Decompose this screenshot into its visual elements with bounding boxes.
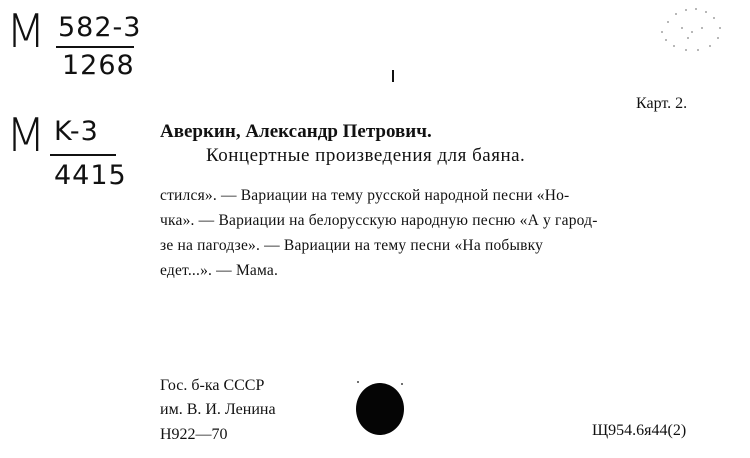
card-number: Карт. 2. [636, 95, 688, 112]
library-stamp-line-2: им. В. И. Ленина [160, 401, 276, 418]
shelfmark-bottom-numerator: K-3 [54, 116, 99, 147]
contents-line-3: зе на пагодзе». — Вариации на тему песни «На побывку [160, 237, 544, 254]
shelfmark-top-letter: M [6, 4, 47, 58]
library-stamp-line-3: Н922—70 [160, 426, 228, 443]
faint-round-stamp [652, 2, 732, 58]
punch-hole [350, 378, 410, 440]
library-stamp-line-1: Гос. б-ка СССР [160, 377, 265, 394]
catalog-code: Щ954.6я44(2) [592, 422, 687, 439]
shelfmark-top-denominator: 1268 [62, 50, 135, 81]
work-title: Концертные произведения для баяна. [206, 145, 526, 166]
author-heading: Аверкин, Александр Петрович. [160, 121, 432, 142]
shelfmark-bottom-letter: M [6, 108, 47, 162]
shelfmark-bottom-denominator: 4415 [54, 160, 127, 191]
shelfmark-top-divider [56, 46, 134, 48]
shelfmark-bottom-divider [50, 154, 116, 156]
contents-line-1: стился». — Вариации на тему русской народной песни «Но- [160, 187, 570, 204]
contents-line-2: чка». — Вариации на белорусскую народную песню «А у гарод- [160, 212, 598, 229]
scan-mark [392, 70, 394, 82]
contents-line-4: едет...». — Мама. [160, 262, 279, 279]
shelfmark-top-numerator: 582-3 [58, 12, 142, 43]
